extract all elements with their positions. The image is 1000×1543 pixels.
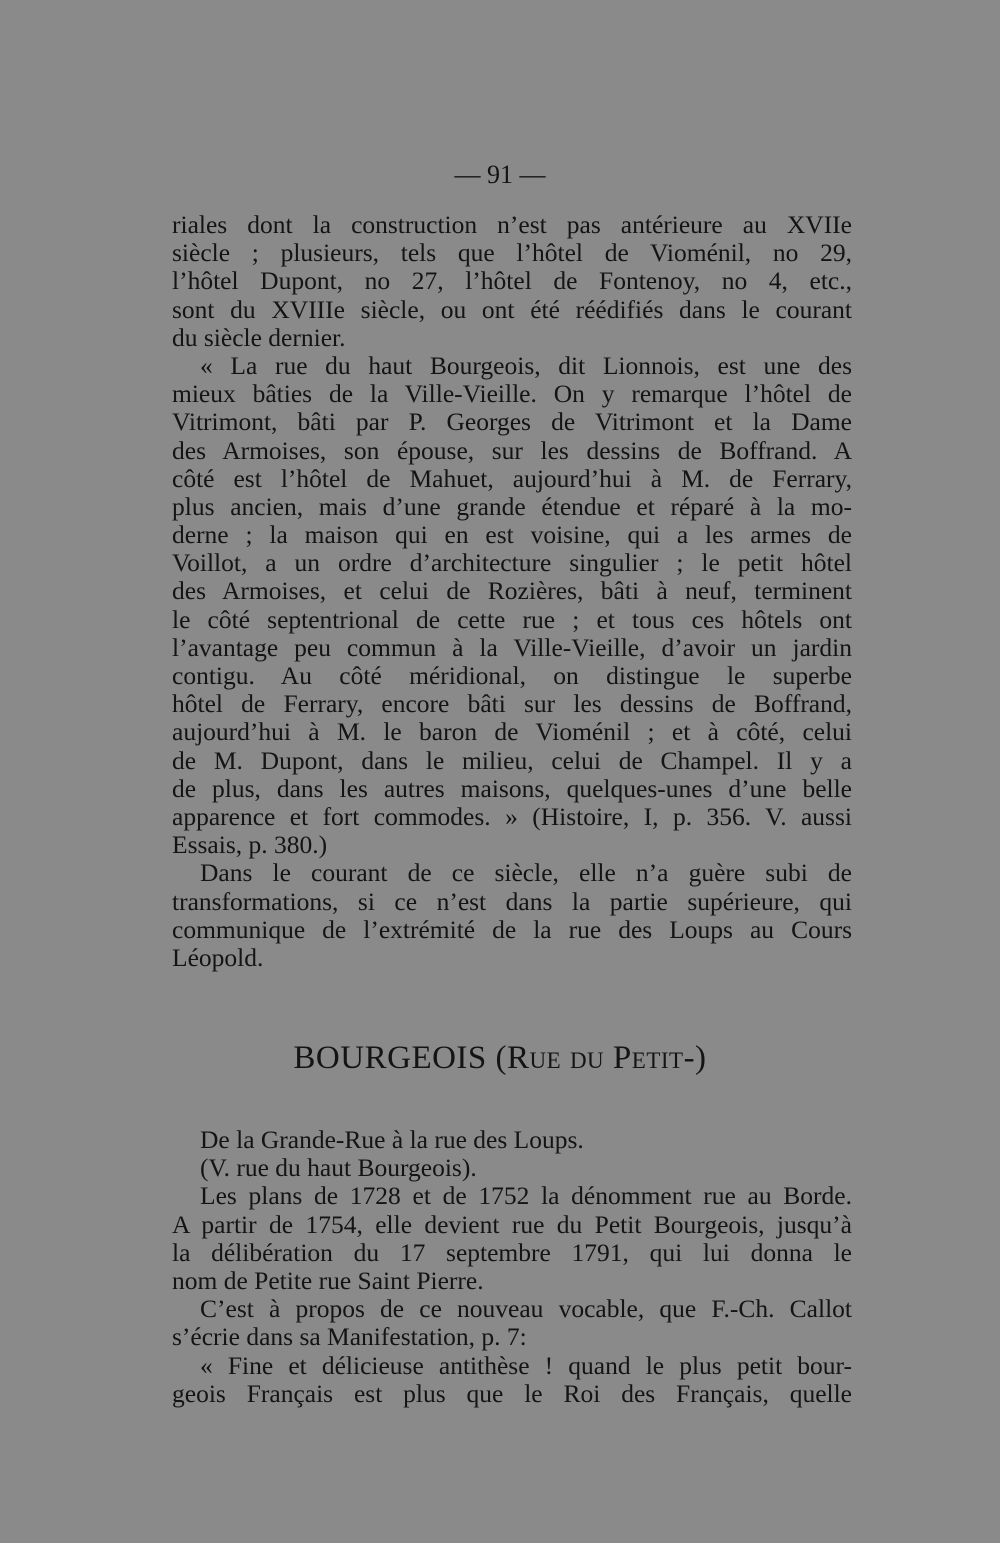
text-line: Dans le courant de ce siècle, elle n’a guère subi de [200, 858, 852, 888]
text-line: du siècle dernier. [172, 322, 346, 352]
text-line: communique de l’extrémité de la rue des Loups au Cours [172, 914, 852, 944]
heading-main: BOURGEOIS [293, 1040, 487, 1076]
text-line: sont du XVIIIe siècle, ou ont été réédifiés dans le courant [172, 294, 852, 324]
text-line: mieux bâties de la Ville-Vieille. On y remarque l’hôtel de [172, 379, 852, 409]
text-line: des Armoises, son épouse, sur les dessins de Boffrand. A [172, 435, 852, 465]
text-line: Léopold. [172, 942, 264, 972]
text-line: la délibération du 17 septembre 1791, qui lui donna le [172, 1237, 852, 1267]
text-line: A partir de 1754, elle devient rue du Petit Bourgeois, jusqu’à [172, 1209, 852, 1239]
text-line: C’est à propos de ce nouveau vocable, que F.-Ch. Callot [200, 1294, 852, 1324]
text-line: transformations, si ce n’est dans la partie supérieure, qui [172, 886, 852, 916]
text-line: de plus, dans les autres maisons, quelques-unes d’une belle [172, 773, 852, 803]
text-line: l’hôtel Dupont, no 27, l’hôtel de Fontenoy, no 4, etc., [172, 266, 852, 296]
text-line: côté est l’hôtel de Mahuet, aujourd’hui à M. de Ferrary, [172, 463, 852, 493]
section-heading [0, 1040, 1000, 1077]
text-line: l’avantage peu commun à la Ville-Vieille, d’avoir un jardin [172, 632, 852, 662]
text-line: Vitrimont, bâti par P. Georges de Vitrimont et la Dame [172, 407, 852, 437]
text-line: De la Grande-Rue à la rue des Loups. [200, 1125, 584, 1154]
text-line: de M. Dupont, dans le milieu, celui de Champel. Il y a [172, 745, 852, 775]
text-line: Les plans de 1728 et de 1752 la dénomment rue au Borde. [200, 1181, 852, 1211]
text-line: des Armoises, et celui de Rozières, bâti à neuf, terminent [172, 576, 852, 606]
text-line: geois Français est plus que le Roi des Français, quelle [172, 1378, 852, 1408]
text-line: aujourd’hui à M. le baron de Vioménil ; et à côté, celui [172, 717, 852, 747]
text-line: Essais, p. 380.) [172, 830, 328, 860]
text-line: s’écrie dans sa Manifestation, p. 7: [172, 1322, 527, 1352]
second-text-block [172, 1126, 852, 1408]
text-line: hôtel de Ferrary, encore bâti sur les dessins de Boffrand, [172, 689, 852, 719]
text-line: nom de Petite rue Saint Pierre. [172, 1265, 484, 1295]
text-line: le côté septentrional de cette rue ; et tous ces hôtels ont [172, 604, 852, 634]
text-line: plus ancien, mais d’une grande étendue et réparé à la mo- [172, 491, 852, 521]
text-line: derne ; la maison qui en est voisine, qui a les armes de [172, 520, 852, 550]
text-line: Voillot, a un ordre d’architecture singulier ; le petit hôtel [172, 548, 852, 578]
text-line: riales dont la construction n’est pas antérieure au XVIIe [172, 210, 852, 239]
text-line: « La rue du haut Bourgeois, dit Lionnois, est une des [200, 350, 852, 380]
heading-sub: (Rue du Petit-) [495, 1040, 707, 1076]
first-text-block [172, 211, 852, 972]
text-line: « Fine et délicieuse antithèse ! quand le plus petit bour- [200, 1350, 852, 1380]
page-number: — 91 — [454, 160, 546, 189]
text-line: apparence et fort commodes. » (Histoire, I, p. 356. V. aussi [172, 801, 852, 831]
text-line: (V. rue du haut Bourgeois). [200, 1153, 477, 1183]
text-line: contigu. Au côté méridional, on distingue le superbe [172, 661, 852, 690]
text-line: siècle ; plusieurs, tels que l’hôtel de Vioménil, no 29, [172, 238, 852, 268]
